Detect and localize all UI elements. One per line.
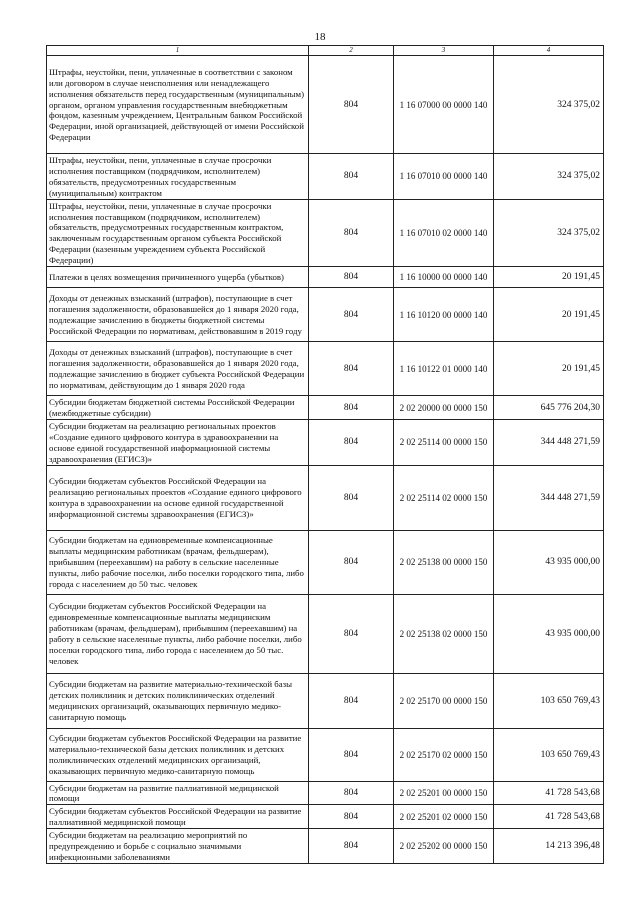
table-row: [47, 419, 604, 465]
table-row: [47, 56, 604, 154]
row-admin-code: 804: [309, 465, 394, 530]
row-amount: 43 935 000,00: [494, 530, 604, 594]
row-description: Субсидии бюджетам на развитие паллиативной медицинской помощи: [47, 781, 309, 805]
row-admin-code: 804: [309, 594, 394, 673]
row-amount: 645 776 204,30: [494, 396, 604, 420]
row-admin-code: 804: [309, 805, 394, 829]
row-budget-code: 1 16 10122 01 0000 140: [394, 342, 494, 396]
row-budget-code: 2 02 25170 00 0000 150: [394, 673, 494, 728]
row-amount: 41 728 543,68: [494, 781, 604, 805]
row-description: Субсидии бюджетам субъектов Российской Федерации на реализацию региональных проектов «Создание единого цифрового контура в здравоохранении на основе единой государственной информационной системы здравоохранения (ЕГИСЗ)»: [47, 465, 309, 530]
row-admin-code: 804: [309, 530, 394, 594]
page-number: 18: [314, 31, 326, 43]
row-admin-code: 804: [309, 728, 394, 781]
row-admin-code: 804: [309, 396, 394, 420]
row-description: Субсидии бюджетам на единовременные компенсационные выплаты медицинским работникам (врачам, фельдшерам), прибывшим (переехавшим) на работу в сельские населенные пункты, либо рабочие поселки, либо поселки городского типа, либо города с населением до 50 тыс. человек: [47, 530, 309, 594]
table-row: [47, 781, 604, 805]
row-description: Субсидии бюджетам субъектов Российской Федерации на единовременные компенсационные выплаты медицинским работникам (врачам, фельдшерам), прибывшим (переехавшим) на работу в сельские населенные пункты, либо рабочие поселки, либо поселки городского типа, либо города с населением до 50 тыс. человек: [47, 594, 309, 673]
row-amount: 324 375,02: [494, 154, 604, 200]
table-row: [47, 154, 604, 200]
column-number-4: 4: [494, 46, 604, 56]
row-amount: 324 375,02: [494, 199, 604, 266]
row-budget-code: 2 02 25201 02 0000 150: [394, 805, 494, 829]
column-number-row: [47, 46, 604, 56]
table-row: [47, 465, 604, 530]
row-budget-code: 2 02 25202 00 0000 150: [394, 829, 494, 864]
row-budget-code: 1 16 10120 00 0000 140: [394, 288, 494, 342]
row-description: Субсидии бюджетам субъектов Российской Федерации на развитие материально-технической базы детских поликлиник и детских поликлинических отделений медицинских организаций, оказывающих первичную медико-санитарную помощь: [47, 728, 309, 781]
row-description: Штрафы, неустойки, пени, уплаченные в случае просрочки исполнения поставщиком (подрядчиком, исполнителем) обязательств, предусмотренных государственным (муниципальным) контрактом: [47, 154, 309, 200]
row-amount: 103 650 769,43: [494, 728, 604, 781]
row-amount: 103 650 769,43: [494, 673, 604, 728]
row-description: Доходы от денежных взысканий (штрафов), поступающие в счет погашения задолженности, образовавшейся до 1 января 2020 года, подлежащие зачислению в бюджет субъекта Российской Федерации по нормативам, действующим до 1 января 2020 года: [47, 342, 309, 396]
row-budget-code: 2 02 25114 02 0000 150: [394, 465, 494, 530]
row-budget-code: 1 16 10000 00 0000 140: [394, 267, 494, 288]
row-amount: 43 935 000,00: [494, 594, 604, 673]
table-row: [47, 288, 604, 342]
row-budget-code: 2 02 25201 00 0000 150: [394, 781, 494, 805]
row-admin-code: 804: [309, 673, 394, 728]
row-description: Субсидии бюджетам на реализацию региональных проектов «Создание единого цифрового контура в здравоохранении на основе единой государственной информационной системы здравоохранения (ЕГИСЗ)»: [47, 419, 309, 465]
row-budget-code: 1 16 07000 00 0000 140: [394, 56, 494, 154]
row-amount: 14 213 396,48: [494, 829, 604, 864]
row-amount: 344 448 271,59: [494, 419, 604, 465]
row-budget-code: 1 16 07010 00 0000 140: [394, 154, 494, 200]
row-description: Доходы от денежных взысканий (штрафов), поступающие в счет погашения задолженности, образовавшейся до 1 января 2020 года, подлежащие зачислению в бюджеты бюджетной системы Российской Федерации по нормативам, действовавшим в 2019 году: [47, 288, 309, 342]
row-amount: 20 191,45: [494, 288, 604, 342]
table-row: [47, 342, 604, 396]
row-budget-code: 2 02 25114 00 0000 150: [394, 419, 494, 465]
revenue-table: [46, 45, 604, 864]
row-budget-code: 2 02 20000 00 0000 150: [394, 396, 494, 420]
row-description: Субсидии бюджетам бюджетной системы Российской Федерации (межбюджетные субсидии): [47, 396, 309, 420]
row-admin-code: 804: [309, 342, 394, 396]
column-number-1: 1: [47, 46, 309, 56]
row-amount: 344 448 271,59: [494, 465, 604, 530]
row-admin-code: 804: [309, 829, 394, 864]
row-description: Штрафы, неустойки, пени, уплаченные в случае просрочки исполнения поставщиком (подрядчиком, исполнителем) обязательств, предусмотренных государственным контрактом, заключенным государственным органом субъекта Российской Федерации (казенным учреждением субъекта Российской Федерации): [47, 199, 309, 266]
table-row: [47, 829, 604, 864]
row-amount: 20 191,45: [494, 267, 604, 288]
row-amount: 41 728 543,68: [494, 805, 604, 829]
row-description: Субсидии бюджетам на реализацию мероприятий по предупреждению и борьбе с социально значимыми инфекционными заболеваниями: [47, 829, 309, 864]
row-budget-code: 1 16 07010 02 0000 140: [394, 199, 494, 266]
row-description: Субсидии бюджетам на развитие материально-технической базы детских поликлиник и детских поликлинических отделений медицинских организаций, оказывающих первичную медико-санитарную помощь: [47, 673, 309, 728]
row-description: Субсидии бюджетам субъектов Российской Федерации на развитие паллиативной медицинской помощи: [47, 805, 309, 829]
table-row: [47, 199, 604, 266]
table-row: [47, 396, 604, 420]
table-row: [47, 728, 604, 781]
row-amount: 20 191,45: [494, 342, 604, 396]
row-amount: 324 375,02: [494, 56, 604, 154]
row-admin-code: 804: [309, 56, 394, 154]
table-row: [47, 805, 604, 829]
row-admin-code: 804: [309, 267, 394, 288]
row-admin-code: 804: [309, 199, 394, 266]
row-budget-code: 2 02 25138 00 0000 150: [394, 530, 494, 594]
table-row: [47, 267, 604, 288]
column-number-3: 3: [394, 46, 494, 56]
row-admin-code: 804: [309, 781, 394, 805]
table-row: [47, 530, 604, 594]
row-budget-code: 2 02 25138 02 0000 150: [394, 594, 494, 673]
row-admin-code: 804: [309, 154, 394, 200]
table-row: [47, 673, 604, 728]
row-admin-code: 804: [309, 419, 394, 465]
row-description: Платежи в целях возмещения причиненного ущерба (убытков): [47, 267, 309, 288]
column-number-2: 2: [309, 46, 394, 56]
row-description: Штрафы, неустойки, пени, уплаченные в соответствии с законом или договором в случае неисполнения или ненадлежащего исполнения обязательств перед государственным (муниципальным) органом, органом управления государственным внебюджетным фондом, казенным учреждением, Центральным банком Российской Федерации, иной организацией, действующей от имени Российской Федерации: [47, 56, 309, 154]
row-admin-code: 804: [309, 288, 394, 342]
row-budget-code: 2 02 25170 02 0000 150: [394, 728, 494, 781]
table-row: [47, 594, 604, 673]
